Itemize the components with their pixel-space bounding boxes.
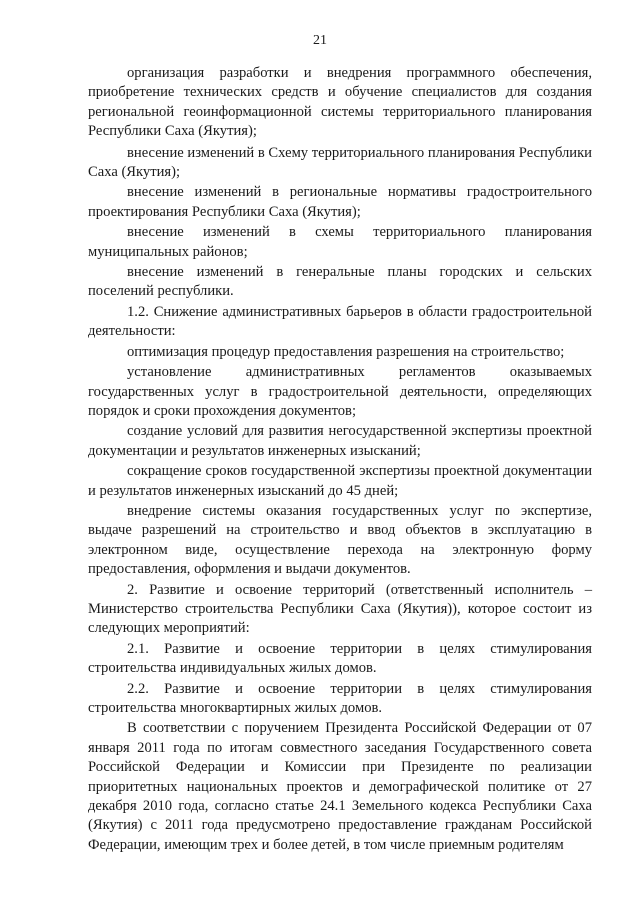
paragraph-software-development: организация разработки и внедрения программного обеспечения, приобретение технических средств и обучение специалистов для создания региональной геоинформационной системы территориального планирования Республики Саха (Якутия);	[88, 65, 592, 140]
paragraph-barriers-heading: 1.2. Снижение административных барьеров в области градостроительной деятельности:	[88, 303, 592, 340]
paragraph-apartment-housing: 2.2. Развитие и освоение территории в целях стимулирования строительства многоквартирных жилых домов.	[88, 680, 592, 716]
document-body	[88, 64, 592, 855]
paragraph-territory-development: 2. Развитие и освоение территорий (ответственный исполнитель – Министерство строительства Республики Саха (Якутия)), которое состоит из следующих мероприятий:	[88, 581, 592, 637]
paragraph-expertise-conditions: создание условий для развития негосударственной экспертизы проектной документации и результатов инженерных изысканий;	[88, 423, 592, 459]
page-number: 21	[313, 33, 327, 48]
paragraph-general-plans-changes: внесение изменений в генеральные планы городских и сельских поселений республики.	[88, 264, 592, 300]
paragraph-electronic-services: внедрение системы оказания государственных услуг по экспертизе, выдаче разрешений на строительство и ввод объектов в эксплуатацию в электронном виде, осуществление перехода на электронную форму предоставления, оформления и выдачи документов.	[88, 502, 592, 578]
paragraph-individual-housing: 2.1. Развитие и освоение территории в целях стимулирования строительства индивидуальных жилых домов.	[88, 640, 592, 677]
paragraph-permit-optimization: оптимизация процедур предоставления разрешения на строительство;	[127, 343, 565, 360]
paragraph-norms-changes: внесение изменений в региональные нормативы градостроительного проектирования Республики Саха (Якутия);	[88, 184, 592, 220]
paragraph-district-schemes-changes: внесение изменений в схемы территориального планирования муниципальных районов;	[88, 224, 592, 260]
paragraph-expertise-terms: сокращение сроков государственной экспертизы проектной документации и результатов инженерных изысканий до 45 дней;	[88, 463, 592, 499]
paragraph-presidential-order: В соответствии с поручением Президента Российской Федерации от 07 января 2011 года по итогам совместного заседания Государственного совета Российской Федерации и Комиссии при Президенте по реализации приоритетных национальных проектов и демографической политике от 27 декабря 2010 года, согласно статье 24.1 Земельного кодекса Республики Саха (Якутия) с 2011 года предусмотрено предоставление гражданам Российской Федерации, имеющим трех и более детей, в том числе приемным родителям	[88, 720, 592, 853]
paragraph-scheme-changes: внесение изменений в Схему территориального планирования Республики Саха (Якутия);	[88, 144, 592, 181]
paragraph-regulations: установление административных регламентов оказываемых государственных услуг в градостроительной деятельности, определяющих порядок и сроки прохождения документов;	[88, 364, 592, 419]
